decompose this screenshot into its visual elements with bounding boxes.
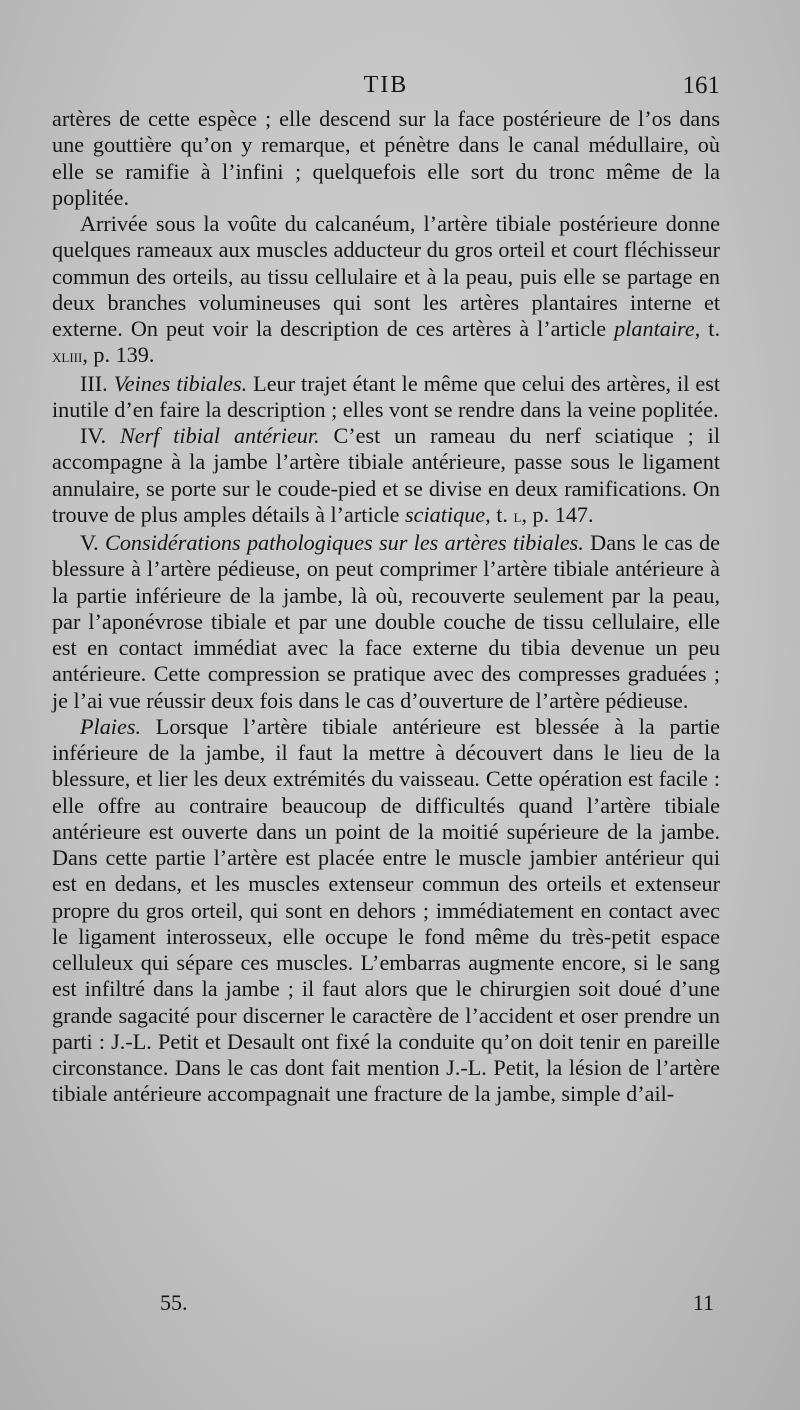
paragraph-1 [52,106,720,211]
paragraph-3-text: Leur trajet étant le même que celui des artères, il est inutile d’en faire la description ; elles vont se rendre dans la veine poplitée. [52,370,720,422]
paragraph-2-page-ref: , p. 139. [82,342,155,368]
paragraph-4-text: C’est un rameau du nerf sciatique ; il accompagne à la jambe l’artère tibiale antérieure, passe sous le ligament annulaire, se porte sur le coude-pied et se divise en deux ramifications. On trouve de plus amples détails à l’article [52,423,720,527]
page-number: 161 [682,72,720,99]
paragraph-4-heading: Nerf tibial antérieur. [119,423,320,448]
paragraph-6-heading: Plaies. [80,713,142,739]
paragraph-4-number: IV. [80,423,120,448]
page-footer [52,1290,720,1318]
paragraph-2-text: Arrivée sous la voûte du calcanéum, l’artère tibiale postérieure donne quelques rameaux aux muscles adducteur du gros orteil et court fléchisseur commun des orteils, au tissu cellulaire et à la peau, puis elle se partage en deux branches volumineuses qui sont les artères plantaires interne et externe. On peut voir la description de ces artères à l’article [52,211,720,341]
paragraph-2 [52,211,720,371]
paragraph-1-text: artères de cette espèce ; elle descend sur la face postérieure de l’os dans une gouttière qu’on y remarque, et pénètre dans le canal médullaire, où elle se ramifie à l’infini ; quelquefois elle sort du tronc même de la poplitée. [52,106,720,210]
paragraph-5 [52,530,720,714]
paragraph-4-ref-sep: , t. [485,501,514,527]
paragraph-2-article-ref: plantaire [614,316,695,341]
paragraph-4-volume: l [513,505,522,527]
paragraph-3-number: III. [80,370,114,396]
paragraph-4-article-ref: sciatique [405,501,486,527]
running-title: TIB [363,72,409,98]
paragraph-6-text: Lorsque l’artère tibiale antérieure est blessée à la partie inférieure de la jambe, il faut la mettre à découvert dans le lieu de la blessure, et lier les deux extrémités du vaisseau. Cette opération est facile : elle offre au contraire beaucoup de difficultés quand l’artère tibiale antérieure est ouverte dans un point de la moitié supérieure de la jambe. Dans cette partie l’artère est placée entre le muscle jambier antérieur qui est en dedans, et les muscles extenseur commun des orteils et extenseur propre du gros orteil, qui sont en dehors ; immédiatement en contact avec le ligament interosseux, elle occupe le fond même du très-petit espace celluleux qui sépare ces muscles. L’embarras augmente encore, si le sang est infiltré dans la jambe ; il faut alors que le chirurgien soit doué d’une grande sagacité pour discerner le caractère de l’accident et oser prendre un parti : J.-L. Petit et Desault ont fixé la conduite qu’on doit tenir en pareille circonstance. Dans le cas dont fait mention J.-L. Petit, la lésion de l’artère tibiale antérieure accompagnait une fracture de la jambe, simple d’ail- [52,713,720,1107]
page-header [52,72,720,108]
body-text [52,106,720,1108]
paragraph-4 [52,423,720,530]
signature-mark: 55. [160,1290,188,1315]
paragraph-5-number: V. [80,530,106,555]
paragraph-2-volume: xliii [52,346,83,368]
paragraph-6 [52,714,720,1108]
paragraph-3-heading: Veines tibiales. [113,370,248,396]
paragraph-3 [52,371,720,424]
paragraph-5-heading: Considérations pathologiques sur les artères tibiales. [105,530,584,555]
paragraph-5-text: Dans le cas de blessure à l’artère pédieuse, on peut comprimer l’artère tibiale antérieure à la partie inférieure de la jambe, là où, recouverte seulement par la peau, par l’aponévrose tibiale et par une double couche de tissu cellulaire, elle est en contact immédiat avec la face externe du tibia devenue un peu antérieure. Cette compression se pratique avec des compresses graduées ; je l’ai vue réussir deux fois dans le cas d’ouverture de l’artère pédieuse. [52,530,720,713]
paragraph-4-page-ref: , p. 147. [521,501,594,527]
gathering-mark: 11 [692,1290,714,1315]
paragraph-2-ref-sep: , t. [694,316,720,341]
